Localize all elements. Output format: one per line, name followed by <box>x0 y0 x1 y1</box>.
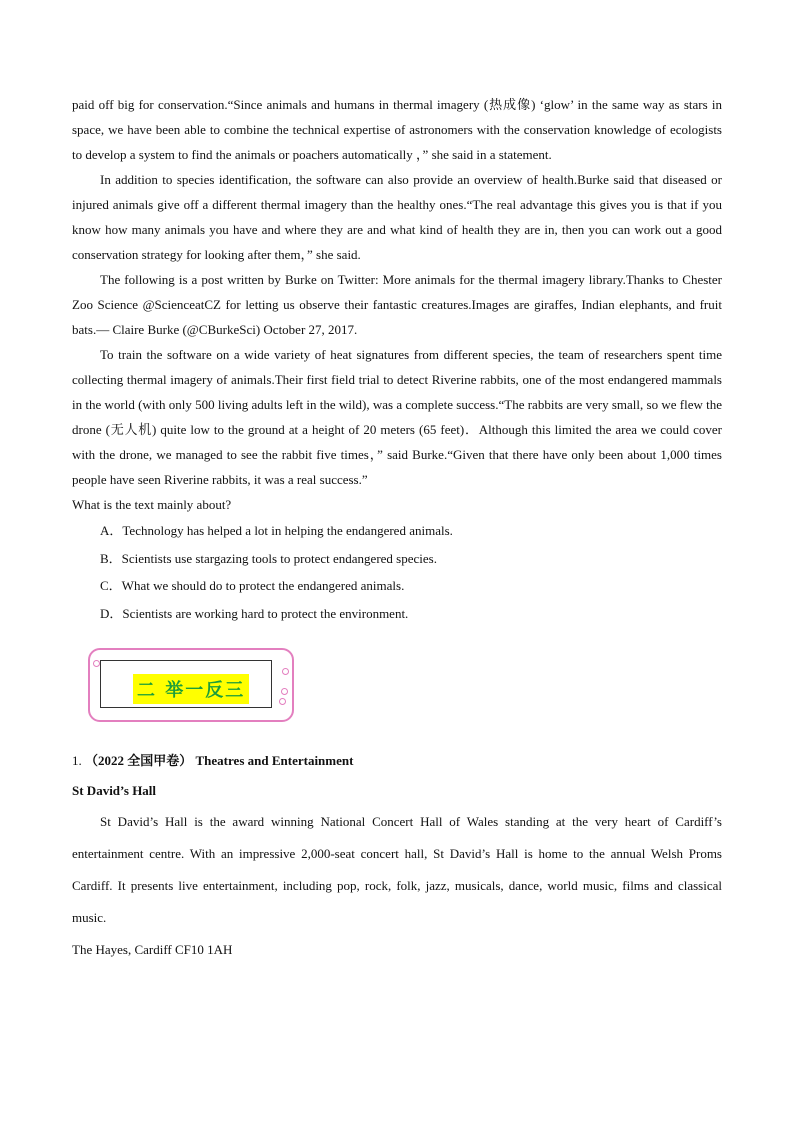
exercise-heading <box>72 746 722 776</box>
banner-frame <box>100 660 272 708</box>
hall-name: St David’s Hall <box>72 783 157 798</box>
banner-label: 二 举一反三 <box>133 674 249 704</box>
option-a: A．Technology has helped a lot in helping the endangered animals. <box>100 523 453 538</box>
option-b: B．Scientists use stargazing tools to protect endangered species. <box>100 550 437 566</box>
hall-address: The Hayes, Cardiff CF10 1AH <box>72 942 233 957</box>
passage-paragraph-3: The following is a post written by Burke on Twitter: More animals for the thermal imagery library.Thanks to Chester Zoo Science @ScienceatCZ for letting us observe their fantastic creatures.Images are giraffes, Indian elephants, and fruit bats.— Claire Burke (@CBurkeSci) October 27, 2017. <box>72 272 722 337</box>
option-c: C．What we should do to protect the endangered animals. <box>100 578 405 593</box>
passage-paragraph-2: In addition to species identification, the software can also provide an overview of health.Burke said that diseased or injured animals give off a different thermal imagery than the healthy ones.“The real advantage this gives you is that if you know how many animals you have and where they are and what kind of health they are in, then you can work out a good conservation strategy for looking after them，” she said. <box>72 172 722 262</box>
decor-dot-icon <box>282 668 289 675</box>
exercise-number: 1. <box>72 753 85 768</box>
passage-paragraph-4: To train the software on a wide variety of heat signatures from different species, the team of researchers spent time collecting thermal imagery of animals.Their first field trial to detect Riverine rabbits, one of the most endangered mammals in the world (with only 500 living adults left in the wild), was a complete success.“The rabbits are very small, so we flew the drone (无人机) quite low to the ground at a height of 20 meters (65 feet)．Although this limited the area we could cover with the drone, we managed to see the rabbit five times，” said Burke.“Given that there have only been about 1,000 times people have seen Riverine rabbits, it was a real success.” <box>72 347 722 487</box>
hall-description: St David’s Hall is the award winning National Concert Hall of Wales standing at the very heart of Cardiff’s entertainment centre. With an impressive 2,000-seat concert hall, St David’s Hall is home to the annual Welsh Proms Cardiff. It presents live entertainment, including pop, rock, folk, jazz, musicals, dance, world music, films and classical music. <box>72 814 722 925</box>
section-banner <box>88 648 294 722</box>
answer-options <box>72 517 722 627</box>
option-d: D．Scientists are working hard to protect the environment. <box>100 605 409 621</box>
decor-dot-icon <box>93 660 100 667</box>
decor-dot-icon <box>281 688 288 695</box>
exercise-title: Theatres and Entertainment <box>192 753 354 768</box>
exercise-source: （2022 全国甲卷） <box>85 753 193 768</box>
question-stem: What is the text mainly about? <box>72 497 232 512</box>
passage-paragraph-1: paid off big for conservation.“Since animals and humans in thermal imagery (热成像) ‘glow’ in the same way as stars in space, we have been able to combine the technical expertise of astronomers with the conservation knowledge of ecologists to develop a system to find the animals or poachers automatically ，” she said in a statement. <box>72 97 722 162</box>
decor-dot-icon <box>279 698 286 705</box>
exercise-section <box>72 746 722 966</box>
document-page <box>72 92 722 966</box>
